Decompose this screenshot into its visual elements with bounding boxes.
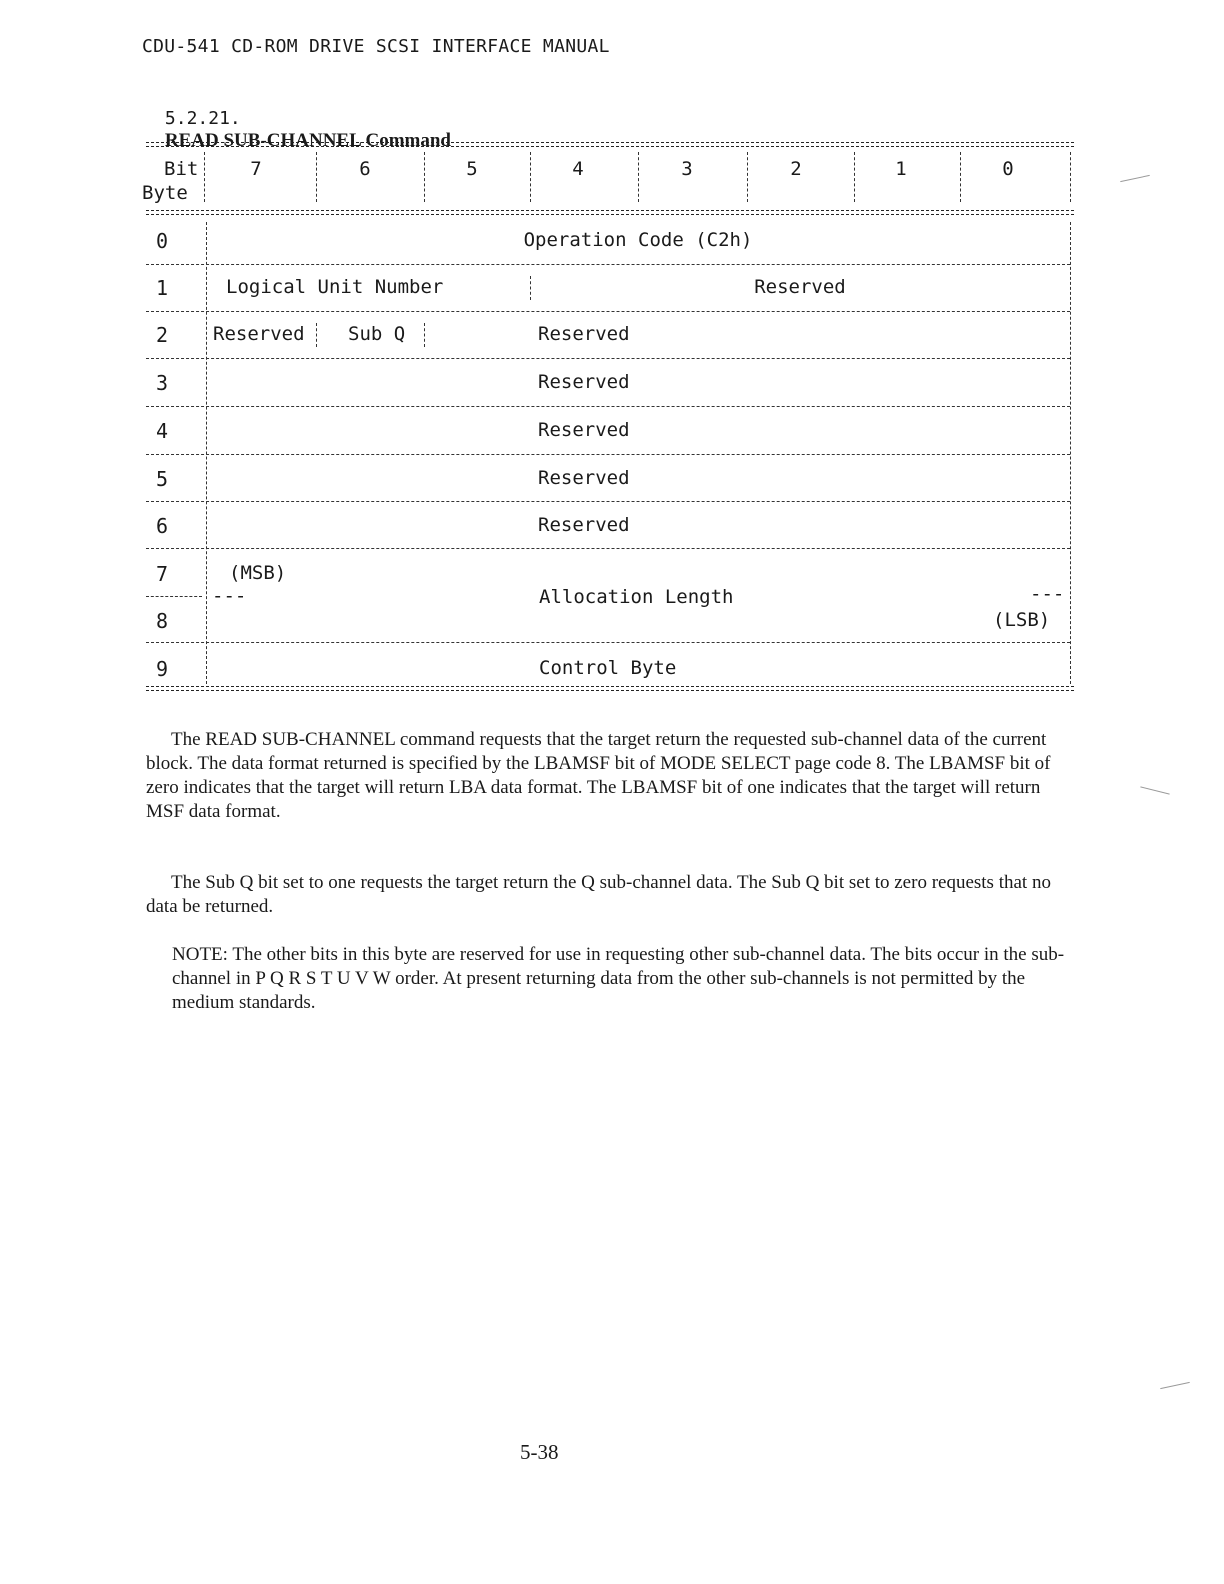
header-separator xyxy=(747,152,748,202)
bit-label: Bit xyxy=(164,158,199,180)
byte-number: 5 xyxy=(155,467,169,491)
reserved-field: Reserved xyxy=(538,323,630,345)
byte-number: 9 xyxy=(155,657,169,681)
reserved-field: Reserved xyxy=(754,276,846,298)
byte-number: 3 xyxy=(155,371,169,395)
table-bottom-rule xyxy=(146,686,1074,691)
header-separator xyxy=(1070,152,1071,202)
lsb-dash: --- xyxy=(1030,583,1065,605)
description-paragraph: The READ SUB-CHANNEL command requests that the target return the requested sub-channel data of the current block. The data format returned is specified by the LBAMSF bit of MODE SELECT page code 8. The LBAMSF bit of zero indicates that the target will return LBA data format. The LBAMSF bit of one indicates that the target will return MSF data format. xyxy=(146,729,1051,822)
sub-q-field: Sub Q xyxy=(348,323,406,345)
byte-number: 8 xyxy=(155,609,169,633)
row-divider xyxy=(146,311,1070,312)
lsb-marker: (LSB) xyxy=(993,609,1051,631)
msb-dash: --- xyxy=(212,585,247,607)
operation-code-field: Operation Code (C2h) xyxy=(523,229,753,251)
bit-6: 6 xyxy=(359,158,371,180)
header-separator xyxy=(854,152,855,202)
byte-number: 4 xyxy=(155,419,169,443)
row-divider xyxy=(146,264,1070,265)
byte-column-separator xyxy=(206,222,207,684)
field-separator xyxy=(316,323,317,347)
byte-number: 7 xyxy=(155,562,169,586)
control-byte-field: Control Byte xyxy=(539,657,677,679)
bit-4: 4 xyxy=(572,158,584,180)
bit-1: 1 xyxy=(895,158,907,180)
reserved-field: Reserved xyxy=(538,514,630,536)
bit-0: 0 xyxy=(1002,158,1014,180)
allocation-length-field: Allocation Length xyxy=(539,586,734,608)
bit-3: 3 xyxy=(681,158,693,180)
header-separator xyxy=(530,152,531,202)
table-top-rule xyxy=(146,142,1074,147)
row-divider xyxy=(146,501,1070,502)
row-divider xyxy=(146,596,202,597)
reserved-bit-7-field: Reserved xyxy=(213,323,305,345)
row-divider xyxy=(146,548,1070,549)
bit-2: 2 xyxy=(790,158,802,180)
header-separator xyxy=(316,152,317,202)
byte-label: Byte xyxy=(142,182,188,204)
row-divider xyxy=(146,358,1070,359)
reserved-field: Reserved xyxy=(538,371,630,393)
byte-number: 0 xyxy=(155,229,169,253)
header-separator xyxy=(204,152,205,202)
header-separator xyxy=(960,152,961,202)
section-number: 5.2.21. xyxy=(164,108,241,129)
header-separator xyxy=(424,152,425,202)
byte-number: 6 xyxy=(155,514,169,538)
row-divider xyxy=(146,406,1070,407)
table-header-rule xyxy=(146,210,1074,215)
bit-7: 7 xyxy=(250,158,262,180)
reserved-field: Reserved xyxy=(538,467,630,489)
manual-title: CDU-541 CD-ROM DRIVE SCSI INTERFACE MANUAL xyxy=(142,36,610,57)
logical-unit-number-field: Logical Unit Number xyxy=(226,276,444,298)
msb-marker: (MSB) xyxy=(229,562,287,584)
sub-q-paragraph: The Sub Q bit set to one requests the target return the Q sub-channel data. The Sub Q bit set to zero requests that no data be returned. xyxy=(146,872,1051,917)
row-divider xyxy=(146,642,1070,643)
scan-mark xyxy=(1140,786,1169,794)
field-separator xyxy=(424,323,425,347)
byte-number: 1 xyxy=(155,276,169,300)
reserved-field: Reserved xyxy=(538,419,630,441)
note-paragraph: NOTE: The other bits in this byte are reserved for use in requesting other sub-channel data. The bits occur in the sub-channel in P Q R S T U V W order. At present returning data from the other sub-channels is not permitted by the medium standards. xyxy=(172,944,1065,1013)
scan-mark xyxy=(1160,1382,1190,1389)
table-right-border xyxy=(1070,222,1071,684)
bit-5: 5 xyxy=(466,158,478,180)
section-title: READ SUB-CHANNEL Command xyxy=(164,130,451,151)
page-number: 5-38 xyxy=(520,1440,559,1464)
row-divider xyxy=(146,454,1070,455)
header-separator xyxy=(638,152,639,202)
scan-mark xyxy=(1120,175,1150,182)
byte-number: 2 xyxy=(155,323,169,347)
